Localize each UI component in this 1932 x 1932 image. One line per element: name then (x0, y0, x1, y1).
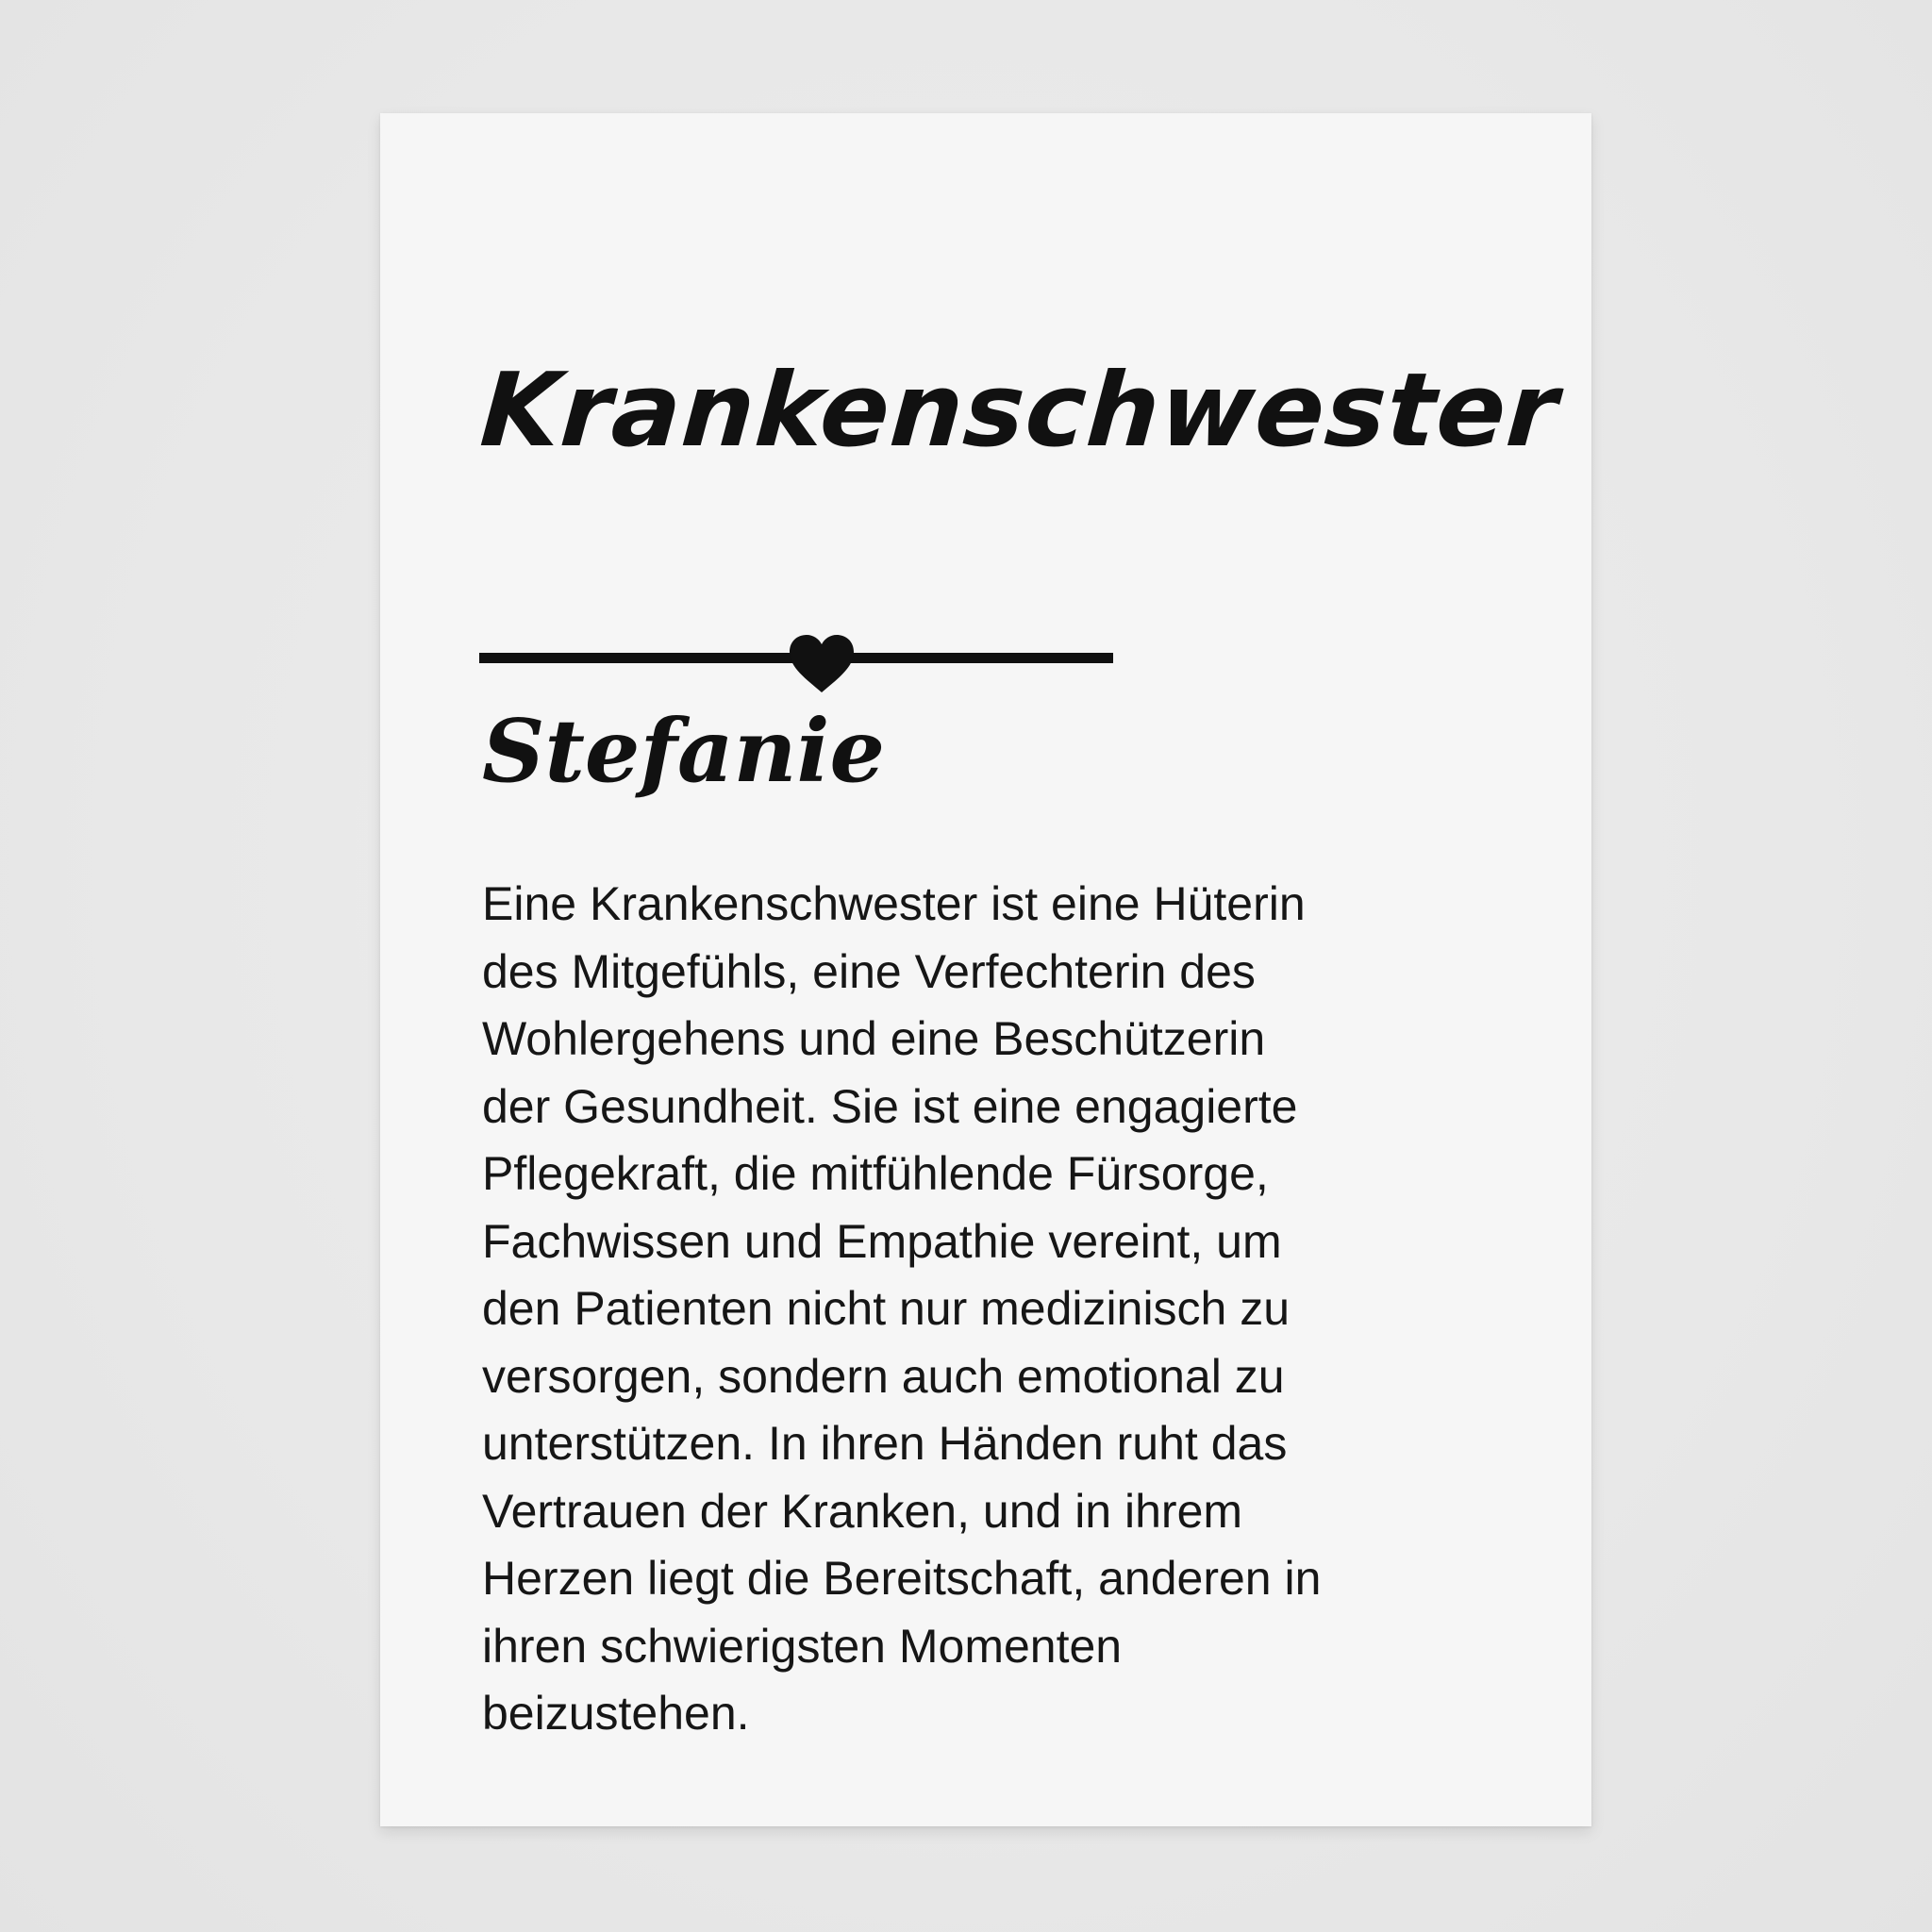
poster-title: Krankenschwester (476, 352, 1562, 470)
poster-card (380, 113, 1591, 1826)
heart-divider (479, 641, 1113, 679)
heart-icon (788, 634, 856, 694)
person-name: Stefanie (482, 700, 886, 802)
definition-text: Eine Krankenschwester ist eine Hüterin des Mitgefühls, eine Verfechterin des Wohlergehens und eine Beschützerin der Gesundheit. Sie ist eine engagierte Pflegekraft, die mitfühlende Fürsorge, Fachwissen und Empathie vereint, um den Patienten nicht nur medizinisch zu versorgen, sondern auch emotional zu unterstützen. In ihren Händen ruht das Vertrauen der Kranken, und in ihrem Herzen liegt die Bereitschaft, anderen in ihren schwierigsten Momenten beizustehen. (482, 877, 1322, 1740)
